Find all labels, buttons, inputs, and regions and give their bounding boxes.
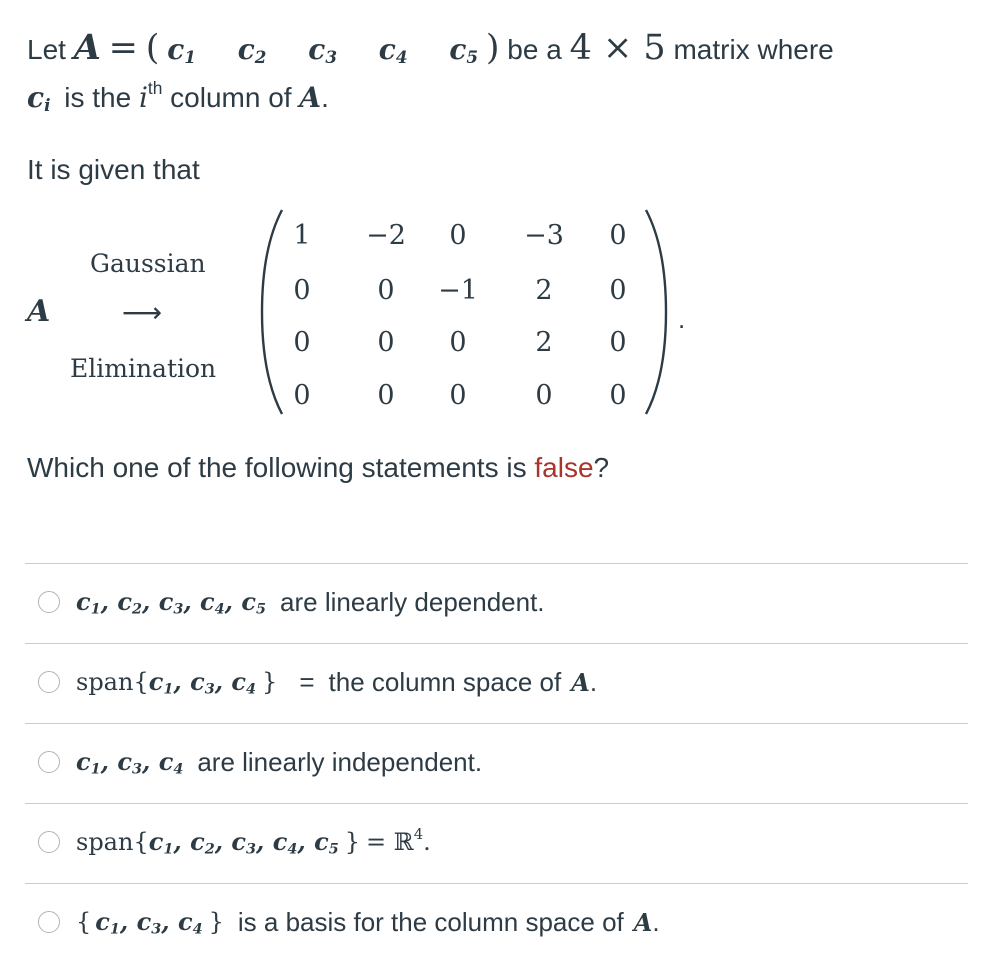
let-word: Let xyxy=(27,34,66,65)
column-c3: $c_3$ xyxy=(308,33,338,68)
matrix-a-symbol: A xyxy=(73,27,101,68)
gaussian-label: Gaussian xyxy=(90,249,206,278)
option-5-period: . xyxy=(652,906,660,937)
option-5-close-brace: } xyxy=(208,908,224,936)
source-matrix-a: A xyxy=(27,294,51,329)
matrix-cell: 0 xyxy=(609,275,627,306)
reduced-matrix xyxy=(258,208,670,416)
divider xyxy=(25,883,968,884)
divider xyxy=(25,643,968,644)
radio-button-4[interactable] xyxy=(38,831,60,853)
option-2-matrix-a: A xyxy=(571,667,590,697)
matrix-cell: 0 xyxy=(609,380,627,411)
option-2-period: . xyxy=(589,666,598,697)
column-c1: $c_1$ xyxy=(167,33,196,68)
column-ci: $c_i$ xyxy=(27,81,51,116)
question-suffix: ? xyxy=(593,452,610,483)
option-3[interactable] xyxy=(38,742,482,782)
be-a-text: be a xyxy=(507,34,562,65)
matrix-cell: 0 xyxy=(293,275,311,306)
matrix-trailing-period: . xyxy=(678,304,686,334)
matrix-cell: −1 xyxy=(438,275,478,306)
matrix-a-symbol-2: A xyxy=(299,81,322,114)
matrix-cell: 0 xyxy=(293,327,311,358)
matrix-where-text: matrix where xyxy=(673,34,834,65)
divider xyxy=(25,723,968,724)
matrix-cell: 2 xyxy=(535,327,553,358)
option-4-equals-r4: = ℝ$^4$. xyxy=(366,824,431,856)
intro-line-2 xyxy=(27,78,329,125)
column-c2: $c_2$ xyxy=(237,33,267,68)
matrix-cell: 0 xyxy=(377,327,395,358)
ith-index: $i^{th}$ xyxy=(138,77,163,114)
option-2-text: the column space of xyxy=(328,666,562,697)
option-5-matrix-a: A xyxy=(633,907,653,937)
is-the-text: is the xyxy=(64,82,132,113)
radio-button-3[interactable] xyxy=(38,751,60,773)
option-1[interactable] xyxy=(38,582,545,622)
column-of-text: column of xyxy=(170,82,292,113)
divider xyxy=(25,803,968,804)
option-5[interactable] xyxy=(38,902,660,942)
matrix-cell: 0 xyxy=(449,220,467,251)
option-2-equals: = xyxy=(299,666,315,697)
option-1-vectors: $c_1$, $c_2$, $c_3$, $c_4$, $c_5$ xyxy=(76,586,267,618)
option-4[interactable] xyxy=(38,822,431,862)
question-text xyxy=(27,448,609,488)
open-paren: ( xyxy=(145,28,160,68)
period: . xyxy=(321,82,329,113)
matrix-cell: 2 xyxy=(535,275,553,306)
question-prefix: Which one of the following statements is xyxy=(27,452,535,483)
matrix-cell: 0 xyxy=(377,380,395,411)
elimination-label: Elimination xyxy=(70,354,217,383)
matrix-cell: 0 xyxy=(293,380,311,411)
option-2[interactable] xyxy=(38,662,597,702)
matrix-cell: 0 xyxy=(449,327,467,358)
radio-button-1[interactable] xyxy=(38,591,60,613)
elimination-arrow: ⟶ xyxy=(122,296,163,329)
option-2-span: span{ xyxy=(76,668,149,696)
column-c4: $c_4$ xyxy=(378,33,408,68)
close-paren: ) xyxy=(485,28,500,68)
matrix-cell: 0 xyxy=(449,380,467,411)
matrix-cell: −2 xyxy=(366,220,406,251)
matrix-cell: 0 xyxy=(609,220,627,251)
option-5-text: is a basis for the column space of xyxy=(237,906,624,937)
given-text: It is given that xyxy=(27,154,200,185)
false-emphasis: false xyxy=(534,452,594,483)
option-2-vectors: $c_1$, $c_3$, $c_4$ xyxy=(148,666,257,698)
matrix-cell: −3 xyxy=(524,220,564,251)
matrix-cell: 0 xyxy=(609,327,627,358)
option-3-text: are linearly independent. xyxy=(197,746,483,777)
option-4-span: span{ xyxy=(76,828,149,856)
radio-button-5[interactable] xyxy=(38,911,60,933)
option-4-close-brace: } xyxy=(344,828,361,856)
option-5-vectors: $c_1$, $c_3$, $c_4$ xyxy=(95,906,203,938)
option-3-vectors: $c_1$, $c_3$, $c_4$ xyxy=(76,746,184,778)
option-1-text: are linearly dependent. xyxy=(280,586,545,617)
dimension: 4 × 5 xyxy=(569,28,666,68)
option-5-open-brace: { xyxy=(76,908,92,936)
option-2-close-brace: } xyxy=(262,668,278,696)
matrix-cell: 0 xyxy=(535,380,553,411)
equals-sign: = xyxy=(108,28,138,68)
matrix-cell: 0 xyxy=(377,275,395,306)
option-4-vectors: $c_1$, $c_2$, $c_3$, $c_4$, $c_5$ xyxy=(148,826,339,858)
column-c5: $c_5$ xyxy=(449,33,479,68)
intro-line-1 xyxy=(27,28,834,77)
radio-button-2[interactable] xyxy=(38,671,60,693)
divider xyxy=(25,563,968,564)
matrix-cell: 1 xyxy=(293,220,311,251)
